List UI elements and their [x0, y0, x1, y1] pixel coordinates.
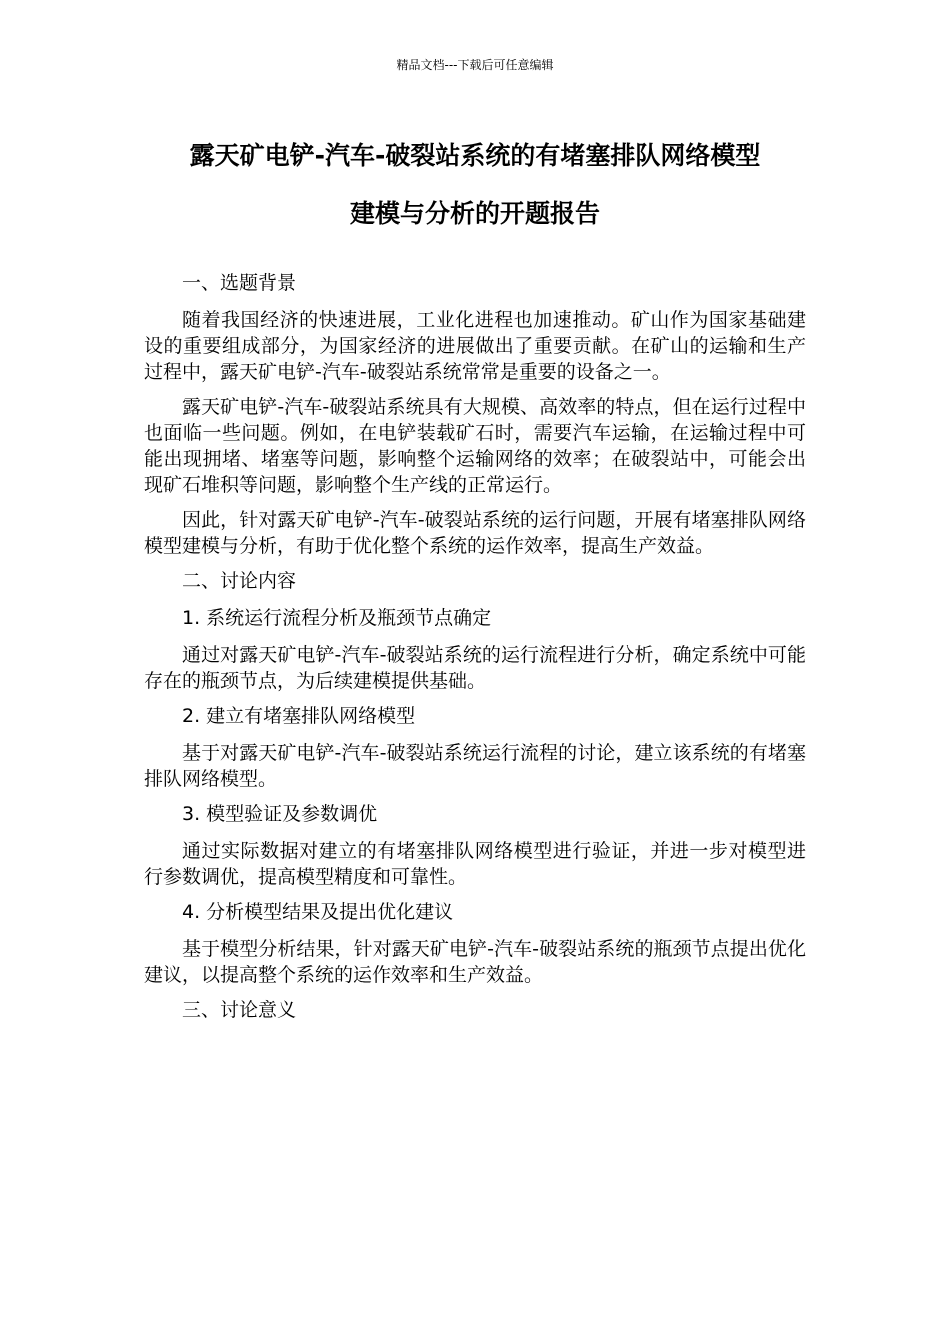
subsection-heading-3: 3. 模型验证及参数调优: [182, 803, 378, 825]
paragraph: 基于对露天矿电铲-汽车-破裂站系统运行流程的讨论，建立该系统的有堵塞排队网络模型。: [144, 742, 806, 790]
subsection-heading-1: 1. 系统运行流程分析及瓶颈节点确定: [182, 607, 492, 629]
section-heading-content: 二、讨论内容: [182, 570, 297, 592]
section-heading-significance: 三、讨论意义: [182, 999, 297, 1021]
section-heading-background: 一、选题背景: [182, 272, 297, 294]
paragraph: 因此，针对露天矿电铲-汽车-破裂站系统的运行问题，开展有堵塞排队网络模型建模与分析，有助于优化整个系统的运作效率，提高生产效益。: [144, 509, 806, 557]
document-title-line-1: 露天矿电铲-汽车-破裂站系统的有堵塞排队网络模型: [189, 141, 761, 170]
paragraph: 随着我国经济的快速进展，工业化进程也加速推动。矿山作为国家基础建设的重要组成部分，为国家经济的进展做出了重要贡献。在矿山的运输和生产过程中，露天矿电铲-汽车-破裂站系统常常是重要的设备之一。: [144, 309, 806, 383]
paragraph: 露天矿电铲-汽车-破裂站系统具有大规模、高效率的特点，但在运行过程中也面临一些问题。例如，在电铲装载矿石时，需要汽车运输，在运输过程中可能出现拥堵、堵塞等问题，影响整个运输网络的效率；在破裂站中，可能会出现矿石堆积等问题，影响整个生产线的正常运行。: [144, 396, 806, 496]
document-title-line-2: 建模与分析的开题报告: [349, 199, 600, 228]
paragraph: 通过实际数据对建立的有堵塞排队网络模型进行验证，并进一步对模型进行参数调优，提高模型精度和可靠性。: [144, 840, 806, 888]
page-header: 精品文档---下载后可任意编辑: [396, 58, 554, 72]
subsection-heading-2: 2. 建立有堵塞排队网络模型: [182, 705, 416, 727]
document-body: [144, 270, 806, 1034]
subsection-heading-4: 4. 分析模型结果及提出优化建议: [182, 901, 454, 923]
paragraph: 通过对露天矿电铲-汽车-破裂站系统的运行流程进行分析，确定系统中可能存在的瓶颈节点，为后续建模提供基础。: [144, 644, 806, 692]
paragraph: 基于模型分析结果，针对露天矿电铲-汽车-破裂站系统的瓶颈节点提出优化建议，以提高整个系统的运作效率和生产效益。: [144, 938, 806, 986]
